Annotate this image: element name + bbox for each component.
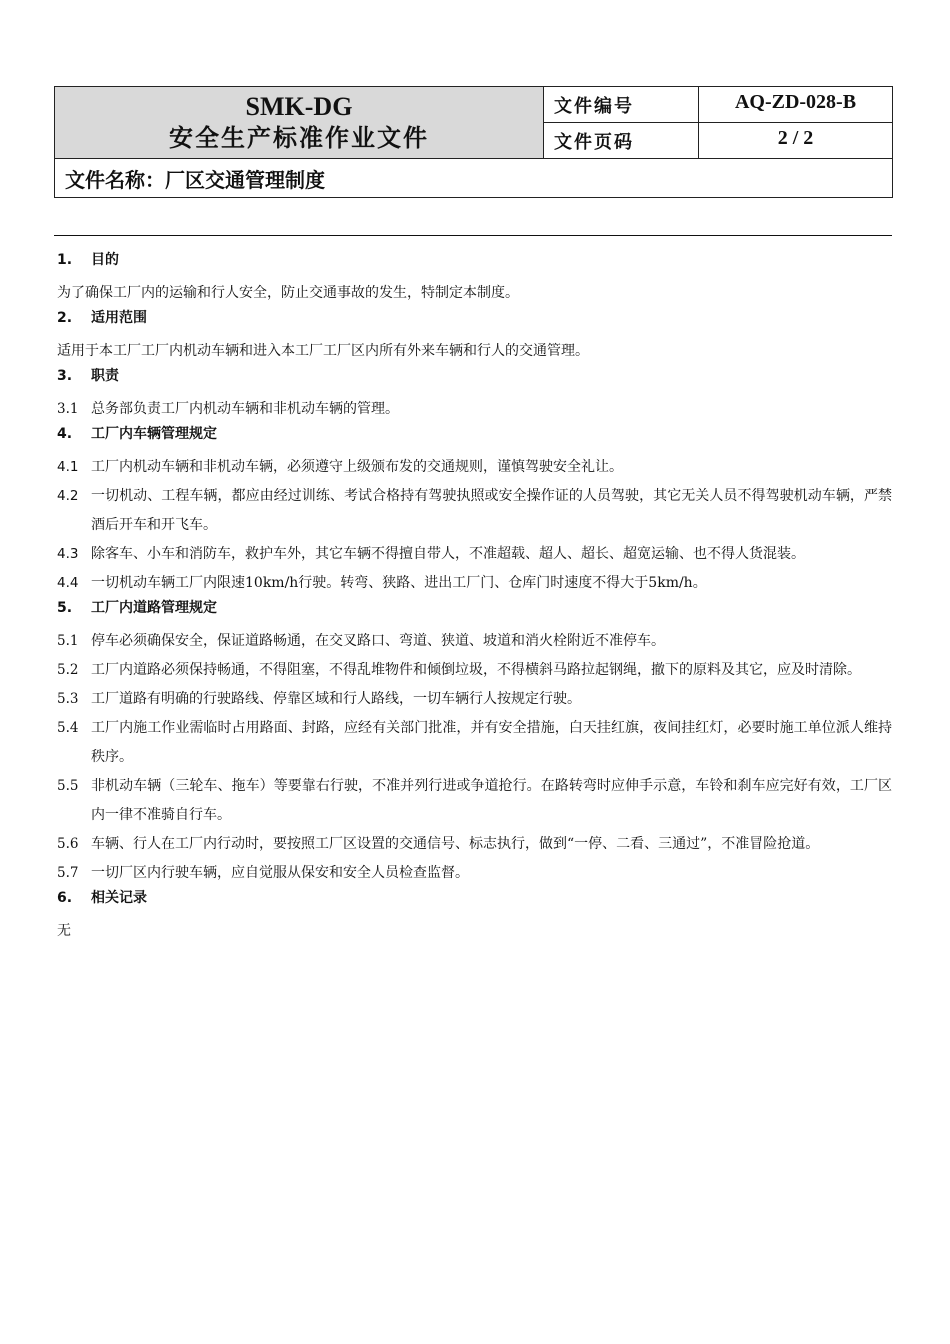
document-type: 安全生产标准作业文件 bbox=[169, 123, 429, 152]
page-value: 2 / 2 bbox=[699, 123, 893, 159]
header-title-cell bbox=[55, 87, 544, 159]
list-item bbox=[57, 772, 892, 830]
item-number: 5.3 bbox=[57, 691, 79, 707]
section-number: 3. bbox=[57, 368, 73, 384]
item-text: 工厂内道路必须保持畅通，不得阻塞，不得乱堆物件和倾倒垃圾，不得横斜马路拉起钢绳，撤下的原料及其它，应及时清除。 bbox=[91, 662, 861, 678]
item-number: 5.1 bbox=[57, 633, 79, 649]
item-text: 停车必须确保安全，保证道路畅通，在交叉路口、弯道、狭道、坡道和消火栓附近不准停车。 bbox=[91, 633, 665, 649]
list-item bbox=[57, 627, 892, 656]
section-number: 2. bbox=[57, 310, 73, 326]
list-item bbox=[57, 453, 892, 482]
list-item bbox=[57, 540, 892, 569]
list-item bbox=[57, 482, 892, 540]
section-heading bbox=[57, 308, 892, 337]
section-paragraph: 无 bbox=[57, 923, 71, 939]
section-heading bbox=[57, 250, 892, 279]
section-title: 职责 bbox=[91, 368, 119, 384]
page-label: 文件页码 bbox=[544, 123, 699, 159]
item-number: 4.1 bbox=[57, 459, 79, 475]
document-header-table bbox=[54, 86, 893, 198]
item-number: 5.7 bbox=[57, 865, 79, 881]
section-paragraph: 适用于本工厂工厂内机动车辆和进入本工厂工厂区内所有外来车辆和行人的交通管理。 bbox=[57, 343, 589, 359]
list-item bbox=[57, 830, 892, 859]
list-item bbox=[57, 569, 892, 598]
item-number: 5.5 bbox=[57, 778, 79, 794]
header-divider bbox=[54, 235, 892, 236]
section-paragraph: 为了确保工厂内的运输和行人安全，防止交通事故的发生，特制定本制度。 bbox=[57, 285, 519, 301]
item-number: 3.1 bbox=[57, 401, 79, 417]
section-title: 相关记录 bbox=[91, 890, 147, 906]
item-text: 工厂内施工作业需临时占用路面、封路，应经有关部门批准，并有安全措施，白天挂红旗，夜间挂红灯，必要时施工单位派人维持秩序。 bbox=[91, 720, 892, 765]
section-number: 4. bbox=[57, 426, 73, 442]
item-text: 一切机动、工程车辆，都应由经过训练、考试合格持有驾驶执照或安全操作证的人员驾驶，其它无关人员不得驾驶机动车辆，严禁酒后开车和开飞车。 bbox=[91, 488, 892, 533]
document-body bbox=[57, 250, 892, 946]
section-heading bbox=[57, 888, 892, 917]
list-item bbox=[57, 714, 892, 772]
section-title: 工厂内道路管理规定 bbox=[91, 600, 217, 616]
item-text: 一切厂区内行驶车辆，应自觉服从保安和安全人员检查监督。 bbox=[91, 865, 469, 881]
item-text: 一切机动车辆工厂内限速10km/h行驶。转弯、狭路、进出工厂门、仓库门时速度不得大于5km/h。 bbox=[91, 575, 707, 591]
doc-number-label: 文件编号 bbox=[544, 87, 699, 123]
item-text: 总务部负责工厂内机动车辆和非机动车辆的管理。 bbox=[91, 401, 399, 417]
section-number: 1. bbox=[57, 252, 73, 268]
section-number: 5. bbox=[57, 600, 73, 616]
item-text: 非机动车辆（三轮车、拖车）等要靠右行驶，不准并列行进或争道抢行。在路转弯时应伸手示意，车铃和刹车应完好有效，工厂区内一律不准骑自行车。 bbox=[91, 778, 892, 823]
section-heading bbox=[57, 598, 892, 627]
list-item bbox=[57, 859, 892, 888]
item-number: 4.2 bbox=[57, 488, 79, 504]
organization-code: SMK-DG bbox=[245, 91, 353, 121]
item-number: 5.2 bbox=[57, 662, 79, 678]
section-heading bbox=[57, 424, 892, 453]
list-item bbox=[57, 656, 892, 685]
document-name: 文件名称：厂区交通管理制度 bbox=[55, 159, 893, 198]
list-item bbox=[57, 395, 892, 424]
doc-number-value: AQ-ZD-028-B bbox=[699, 87, 893, 123]
item-text: 除客车、小车和消防车，救护车外，其它车辆不得擅自带人，不准超载、超人、超长、超宽运输、也不得人货混装。 bbox=[91, 546, 805, 562]
item-text: 工厂道路有明确的行驶路线、停靠区域和行人路线，一切车辆行人按规定行驶。 bbox=[91, 691, 581, 707]
section-title: 目的 bbox=[91, 252, 119, 268]
list-item bbox=[57, 685, 892, 714]
item-number: 4.4 bbox=[57, 575, 79, 591]
section-title: 工厂内车辆管理规定 bbox=[91, 426, 217, 442]
item-number: 5.6 bbox=[57, 836, 79, 852]
item-number: 4.3 bbox=[57, 546, 79, 562]
item-text: 车辆、行人在工厂内行动时，要按照工厂区设置的交通信号、标志执行，做到“一停、二看、三通过”，不准冒险抢道。 bbox=[91, 836, 820, 852]
section-number: 6. bbox=[57, 890, 73, 906]
section-title: 适用范围 bbox=[91, 310, 147, 326]
item-text: 工厂内机动车辆和非机动车辆，必须遵守上级颁布发的交通规则，谨慎驾驶安全礼让。 bbox=[91, 459, 623, 475]
section-heading bbox=[57, 366, 892, 395]
item-number: 5.4 bbox=[57, 720, 79, 736]
